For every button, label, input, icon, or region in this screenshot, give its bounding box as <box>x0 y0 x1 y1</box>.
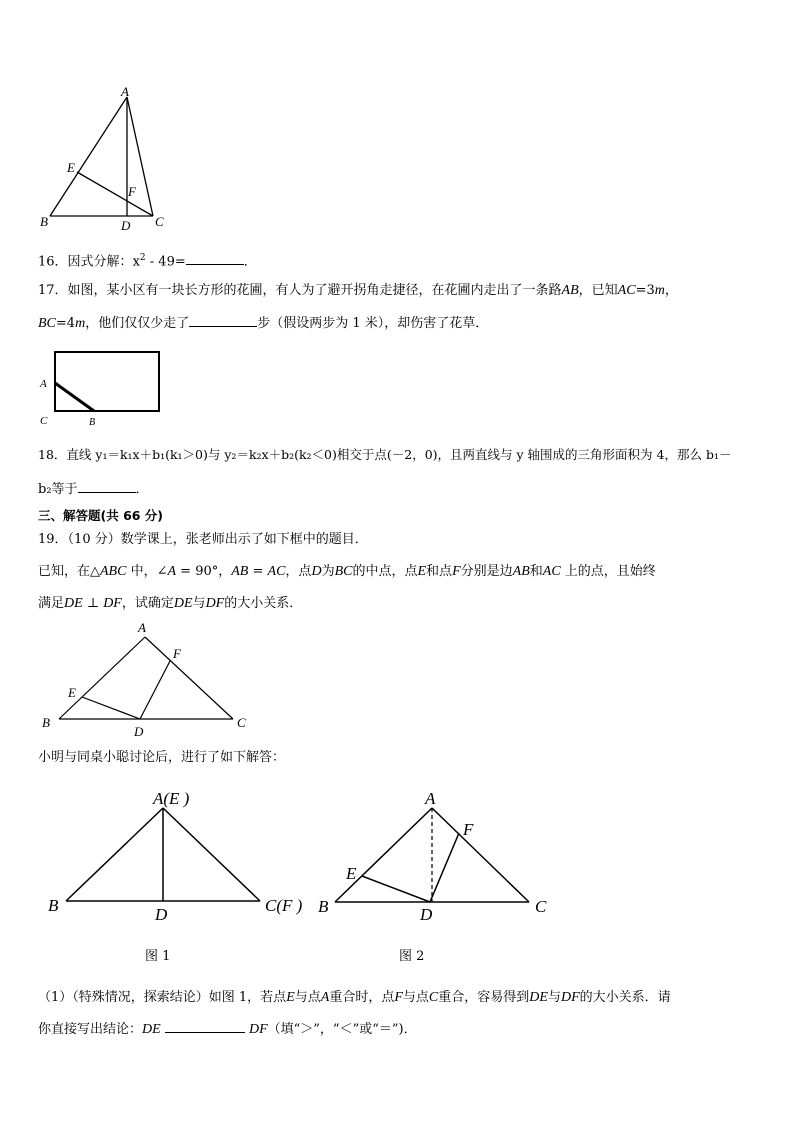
q19-1-DF2: DF <box>248 1022 268 1037</box>
q19-1-t4: 与点 <box>402 990 429 1005</box>
q17-text-b: ，已知 <box>578 283 618 298</box>
q19-t1: 已知，在△ <box>38 564 100 579</box>
question-18-line1: 18．直线 y₁＝k₁x＋b₁(k₁＞0)与 y₂＝k₂x＋b₂(k₂＜0)相交于点(－2，0)，且两直线与 y 轴围成的三角形面积为 4，那么 b₁－ <box>38 447 732 462</box>
label-B: B <box>40 214 48 229</box>
q19-1-DE: DE <box>529 990 548 1005</box>
q17-AC: AC <box>617 283 636 298</box>
fig2-label-D: D <box>420 905 433 924</box>
q19-1-DF: DF <box>560 990 580 1005</box>
question-19-line1: 19．（10 分）数学课上，张老师出示了如下框中的题目． <box>38 532 368 547</box>
q19-t15: 与 <box>192 596 206 611</box>
q17-unit-m2: m <box>75 316 86 331</box>
q19-t3: = 90°， <box>176 564 232 579</box>
q19-1-t6: 与 <box>547 990 561 1005</box>
q17-BC: BC <box>38 316 56 331</box>
q19-F: F <box>452 564 461 579</box>
q19-DF: DF <box>103 596 122 611</box>
fig2-label-C: C <box>535 897 547 916</box>
q17-unit-m1: m <box>654 283 665 298</box>
q16-text: 因式分解： <box>67 254 133 270</box>
fig1-label-B: B <box>48 896 59 915</box>
q19-t10: 和 <box>529 564 543 579</box>
q19-AC: AC <box>267 564 286 579</box>
q19-1-DE2: DE <box>142 1022 161 1037</box>
q16-sup: 2 <box>139 253 146 263</box>
label-A: A <box>121 84 129 99</box>
q19-t14: ，试确定 <box>121 596 174 611</box>
q16-expr: x <box>132 254 140 270</box>
q19-AB2: AB <box>512 564 530 579</box>
q19-AC2: AC <box>542 564 561 579</box>
q19-t9: 分别是边 <box>460 564 513 579</box>
q19-1-A: A <box>320 990 330 1005</box>
q19-t16: 的大小关系． <box>224 596 303 611</box>
q19-DE: DE <box>64 596 83 611</box>
q19-E: E <box>417 564 427 579</box>
fig2-label-B: B <box>318 897 329 916</box>
label-E: E <box>67 160 75 175</box>
q16-number: 16． <box>38 254 68 270</box>
fig19-label-D: D <box>134 724 144 739</box>
q19-D: D <box>311 564 322 579</box>
q19-1-t7: 的大小关系．请 <box>579 990 671 1005</box>
fig19-label-E: E <box>68 685 76 700</box>
q19-1-t1: （1）（特殊情况，探索结论）如图 1，若点 <box>38 990 287 1005</box>
fig2-label-E: E <box>346 864 357 883</box>
q17-text-g: 步（假设两步为 1 米），却伤害了花草． <box>257 316 489 331</box>
q18-text-b: ． <box>135 482 149 497</box>
q19-DF2: DF <box>205 596 225 611</box>
q19-1-t5: 重合，容易得到 <box>438 990 530 1005</box>
q19-1-blank[interactable] <box>165 1020 245 1033</box>
q19-1-t9: （填“＞”，“＜”或“＝”)． <box>267 1022 417 1037</box>
q19-AB: AB <box>231 564 249 579</box>
q17-text-d: ， <box>664 283 678 298</box>
q17-AB: AB <box>561 283 579 298</box>
q16-rest: - 49= <box>145 254 186 270</box>
label-C: C <box>155 214 164 229</box>
fig19-label-F: F <box>173 646 181 661</box>
label-F: F <box>128 184 136 199</box>
q17-text-f: ，他们仅仅少走了 <box>85 316 190 331</box>
question-19-1-line2 <box>38 1020 417 1038</box>
discussion-text: 小明与同桌小聪讨论后，进行了如下解答： <box>38 750 286 765</box>
q19-t11: 上的点，且始终 <box>560 564 656 579</box>
fig19-label-A: A <box>138 620 146 635</box>
label-D: D <box>121 218 131 233</box>
q19-t5: ，点 <box>285 564 312 579</box>
q19-t8: 和点 <box>426 564 453 579</box>
q19-ABC: ABC <box>100 564 127 579</box>
q19-t4: = <box>248 564 268 579</box>
q19-1-E: E <box>286 990 295 1005</box>
q19-A: A <box>167 564 177 579</box>
q19-t6: 为 <box>321 564 335 579</box>
q19-1-t8: 你直接写出结论： <box>38 1022 143 1037</box>
q19-1-t2: 与点 <box>294 990 321 1005</box>
q17-text-a: 17．如图，某小区有一块长方形的花圃，有人为了避开拐角走捷径，在花圃内走出了一条路 <box>38 283 562 298</box>
q19-t13: ⊥ <box>82 596 104 611</box>
q19-1-t3: 重合时，点 <box>329 990 395 1005</box>
fig19-label-B: B <box>42 715 50 730</box>
fig19-label-C: C <box>237 715 246 730</box>
fig2-caption: 图 2 <box>399 949 425 964</box>
q19-1-C: C <box>428 990 439 1005</box>
fig1-label-D: D <box>155 905 168 924</box>
fig17-label-A: A <box>40 378 47 390</box>
q19-DE2: DE <box>173 596 193 611</box>
question-19-1-line1 <box>38 990 671 1006</box>
q19-BC: BC <box>334 564 353 579</box>
q19-t12: 满足 <box>38 596 65 611</box>
fig2-label-F: F <box>463 820 474 839</box>
fig2-label-A: A <box>425 789 436 808</box>
section-3-heading: 三、解答题(共 66 分) <box>38 508 164 523</box>
q17-text-e: =4 <box>55 316 76 331</box>
q19-t2: 中，∠ <box>126 564 168 579</box>
q18-text-a: b₂等于 <box>38 482 78 497</box>
q19-1-F: F <box>394 990 403 1005</box>
q16-end: ． <box>243 254 257 270</box>
q17-text-c: =3 <box>635 283 655 298</box>
fig1-label-AE: A(E ) <box>153 789 190 808</box>
fig1-label-CF: C(F ) <box>265 896 303 915</box>
q19-t7: 的中点，点 <box>352 564 418 579</box>
fig17-label-C: C <box>40 415 48 427</box>
fig1-caption: 图 1 <box>145 949 171 964</box>
fig17-label-B: B <box>89 417 96 428</box>
